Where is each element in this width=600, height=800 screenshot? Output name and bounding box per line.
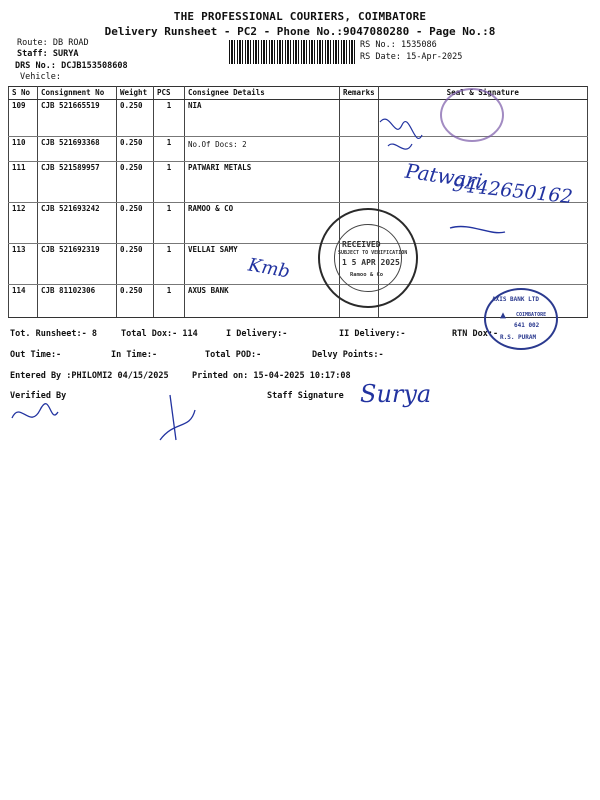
- route-value: DB ROAD: [52, 38, 89, 48]
- rs-date-label: RS Date:: [360, 52, 401, 62]
- rs-date-value: 15-Apr-2025: [406, 52, 463, 62]
- cell-pcs: 1: [154, 203, 185, 244]
- col-seal: Seal & Signature: [378, 87, 587, 100]
- vehicle-label: Vehicle:: [20, 72, 61, 82]
- cell-consignee: RAMOO & CO: [185, 203, 340, 244]
- cell-sno: 113: [9, 244, 38, 285]
- cell-consignment: CJB 521665519: [38, 100, 117, 137]
- cell-sno: 111: [9, 162, 38, 203]
- drs-label: DRS No.:: [15, 61, 56, 71]
- cell-weight: 0.250: [117, 203, 154, 244]
- verified-by: Verified By: [10, 391, 67, 401]
- route-label: Route:: [17, 38, 48, 48]
- cell-sno: 112: [9, 203, 38, 244]
- tot-runsheet: Tot. Runsheet:- 8: [10, 329, 97, 339]
- cell-consignment: CJB 521693368: [38, 137, 117, 162]
- squiggle-row2: [388, 144, 412, 149]
- cell-pcs: 1: [154, 137, 185, 162]
- cell-pcs: 1: [154, 162, 185, 203]
- printed-on: Printed on: 15-04-2025 10:17:08: [192, 371, 351, 381]
- received-sub: SUBJECT TO VERIFICATION: [338, 250, 408, 256]
- col-weight: Weight: [117, 87, 154, 100]
- in-time: In Time:-: [111, 350, 158, 360]
- cell-weight: 0.250: [117, 285, 154, 318]
- cell-consignee: NIA: [185, 100, 340, 137]
- handwritten-phone: 9442650162: [451, 173, 574, 209]
- col-consignment: Consignment No: [38, 87, 117, 100]
- cell-weight: 0.250: [117, 244, 154, 285]
- squiggle-center: [160, 395, 195, 440]
- rs-no-label: RS No.:: [360, 40, 396, 50]
- cell-consignee: AXUS BANK: [185, 285, 340, 318]
- handwritten-surya: Surya: [360, 380, 432, 408]
- out-time: Out Time:-: [10, 350, 62, 360]
- cell-weight: 0.250: [117, 137, 154, 162]
- total-pod: Total POD:-: [205, 350, 262, 360]
- handwritten-kmb: Kmb: [246, 254, 292, 283]
- squiggle-verified: [12, 404, 58, 418]
- cell-consignment: CJB 81102306: [38, 285, 117, 318]
- cell-consignee: VELLAI SAMY: [185, 244, 340, 285]
- cell-sno: 114: [9, 285, 38, 318]
- staff-value: SURYA: [52, 49, 79, 59]
- cell-sno: 110: [9, 137, 38, 162]
- rtn-dox: RTN Dox:-: [452, 329, 499, 339]
- col-sno: S No: [9, 87, 38, 100]
- runsheet-subtitle: Delivery Runsheet - PC2 - Phone No.:9047080280 - Page No.:8: [104, 25, 496, 38]
- cell-consignment: CJB 521692319: [38, 244, 117, 285]
- received-date: 1 5 APR 2025: [342, 258, 400, 267]
- squiggle-row4: [450, 226, 505, 232]
- cell-pcs: 1: [154, 285, 185, 318]
- cell-consignment: CJB 521589957: [38, 162, 117, 203]
- cell-weight: 0.250: [117, 100, 154, 137]
- total-dox: Total Dox:- 114: [121, 329, 198, 339]
- staff-label: Staff:: [17, 49, 48, 59]
- axis-city: COIMBATORE: [516, 312, 547, 318]
- delvy-points: Delvy Points:-: [312, 350, 384, 360]
- entered-by: Entered By :PHILOMI2 04/15/2025: [10, 371, 169, 381]
- cell-pcs: 1: [154, 244, 185, 285]
- col-remarks: Remarks: [340, 87, 379, 100]
- cell-consignee: PATWARI METALS: [185, 162, 340, 203]
- axis-pin: 641 002: [514, 322, 540, 329]
- received-firm: Ramoo & Co: [350, 272, 384, 278]
- drs-value: DCJB153508608: [61, 61, 128, 71]
- axis-bank-name: AXIS BANK LTD: [492, 296, 539, 303]
- ii-delivery: II Delivery:-: [339, 329, 406, 339]
- handwritten-patwari: Patwari: [403, 158, 484, 194]
- squiggle-row1: [380, 119, 422, 138]
- received-text: RECEIVED: [342, 240, 381, 249]
- i-delivery: I Delivery:-: [226, 329, 288, 339]
- cell-sno: 109: [9, 100, 38, 137]
- col-consignee: Consignee Details: [185, 87, 340, 100]
- axis-area: R.S. PURAM: [500, 334, 537, 341]
- rs-no-value: 1535086: [400, 40, 437, 50]
- staff-signature-label: Staff Signature: [267, 391, 344, 401]
- axis-logo-icon: ▲: [500, 310, 507, 321]
- company-title: THE PROFESSIONAL COURIERS, COIMBATORE: [173, 10, 427, 23]
- cell-weight: 0.250: [117, 162, 154, 203]
- cell-pcs: 1: [154, 100, 185, 137]
- col-pcs: PCS: [154, 87, 185, 100]
- docs-count: No.Of Docs: 2: [188, 140, 247, 149]
- cell-consignment: CJB 521693242: [38, 203, 117, 244]
